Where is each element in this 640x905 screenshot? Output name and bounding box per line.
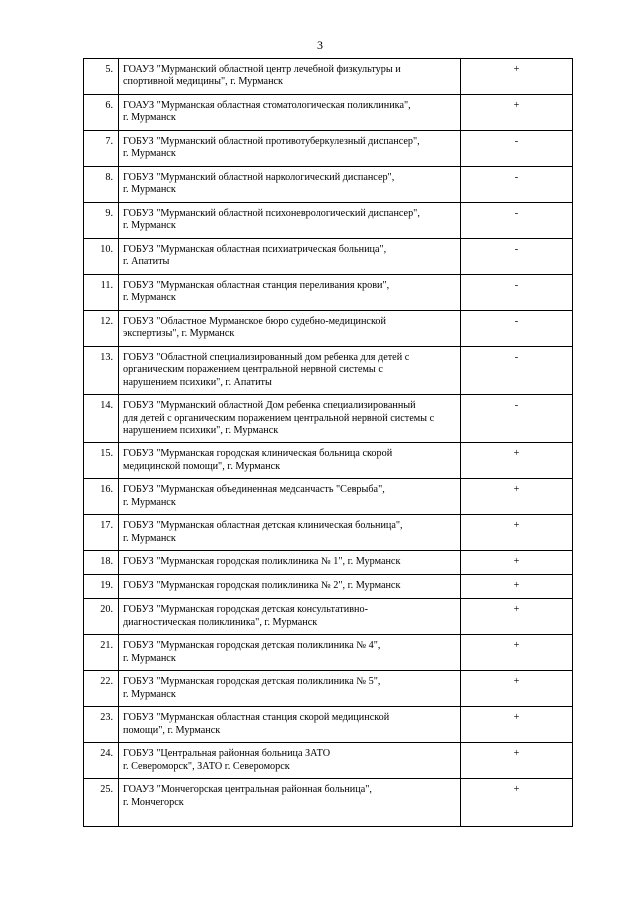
status-mark: - bbox=[461, 395, 573, 443]
status-mark: - bbox=[461, 167, 573, 203]
institution-name bbox=[119, 167, 461, 203]
row-number: 5. bbox=[84, 59, 119, 95]
row-number: 23. bbox=[84, 707, 119, 743]
table-body bbox=[84, 59, 573, 827]
institution-name-line: диагностическая поликлиника", г. Мурманск bbox=[123, 616, 318, 628]
institution-name-line: ГОБУЗ "Мурманская областная детская клиническая больница", bbox=[123, 520, 403, 532]
status-mark: - bbox=[461, 275, 573, 311]
institution-name-line: ГОБУЗ "Центральная районная больница ЗАТО bbox=[123, 748, 331, 760]
status-mark: + bbox=[461, 671, 573, 707]
row-number: 21. bbox=[84, 635, 119, 671]
institution-name-line: ГОБУЗ "Мурманский областной Дом ребенка специализированный bbox=[123, 400, 416, 412]
institution-name-line: ГОБУЗ "Мурманский областной психоневрологический диспансер", bbox=[123, 208, 420, 219]
institution-name-line: ГОБУЗ "Мурманская областная станция переливания крови", bbox=[123, 280, 390, 291]
status-mark: + bbox=[461, 479, 573, 515]
institution-name-line: г. Мончегорск bbox=[123, 796, 184, 808]
table-row bbox=[84, 59, 573, 95]
institution-name bbox=[119, 707, 461, 743]
institution-name-line: ГОБУЗ "Мурманская городская детская консультативно- bbox=[123, 604, 368, 616]
institution-name-line: ГОАУЗ "Мончегорская центральная районная больница", bbox=[123, 784, 372, 796]
institution-name-line: ГОБУЗ "Мурманская областная психиатрическая больница", bbox=[123, 244, 387, 255]
table-row bbox=[84, 95, 573, 131]
status-mark: + bbox=[461, 779, 573, 827]
row-number: 6. bbox=[84, 95, 119, 131]
institution-name-line: экспертизы", г. Мурманск bbox=[123, 328, 235, 340]
institution-name-line: помощи", г. Мурманск bbox=[123, 724, 221, 736]
institution-name bbox=[119, 635, 461, 671]
institution-name-line: ГОБУЗ "Мурманская городская детская поликлиника № 5", bbox=[123, 676, 381, 688]
institution-name bbox=[119, 671, 461, 707]
row-number: 14. bbox=[84, 395, 119, 443]
table-row bbox=[84, 479, 573, 515]
institution-name bbox=[119, 59, 461, 95]
table-row bbox=[84, 311, 573, 347]
institution-name-line: ГОБУЗ "Мурманский областной наркологический диспансер", bbox=[123, 172, 395, 183]
table-row bbox=[84, 347, 573, 395]
row-number: 13. bbox=[84, 347, 119, 395]
institution-name-line: ГОАУЗ "Мурманский областной центр лечебной физкультуры и bbox=[123, 64, 401, 75]
row-number: 22. bbox=[84, 671, 119, 707]
status-mark: + bbox=[461, 95, 573, 131]
row-number: 10. bbox=[84, 239, 119, 275]
table-row bbox=[84, 203, 573, 239]
status-mark: + bbox=[461, 551, 573, 575]
institution-name-line: г. Апатиты bbox=[123, 256, 170, 268]
institution-name-line: медицинской помощи", г. Мурманск bbox=[123, 460, 281, 472]
institution-name-line: г. Мурманск bbox=[123, 292, 176, 304]
row-number: 12. bbox=[84, 311, 119, 347]
table-row bbox=[84, 239, 573, 275]
institution-name-line: ГОБУЗ "Мурманская городская поликлиника № 2", г. Мурманск bbox=[123, 580, 401, 592]
institution-name-line: ГОБУЗ "Мурманская областная станция скорой медицинской bbox=[123, 712, 390, 724]
institution-name bbox=[119, 515, 461, 551]
institution-name-line: г. Мурманск bbox=[123, 688, 176, 700]
institution-name-line: ГОАУЗ "Мурманская областная стоматологическая поликлиника", bbox=[123, 100, 411, 111]
row-number: 20. bbox=[84, 599, 119, 635]
institution-name-line: г. Мурманск bbox=[123, 112, 176, 124]
status-mark: + bbox=[461, 515, 573, 551]
institution-name-line: спортивной медицины", г. Мурманск bbox=[123, 76, 283, 88]
institution-name-line: ГОБУЗ "Мурманская городская поликлиника № 1", г. Мурманск bbox=[123, 556, 401, 568]
institution-name-line: нарушением психики", г. Апатиты bbox=[123, 376, 272, 388]
table-row bbox=[84, 167, 573, 203]
institution-name bbox=[119, 395, 461, 443]
table-row bbox=[84, 779, 573, 827]
table-row bbox=[84, 635, 573, 671]
row-number: 24. bbox=[84, 743, 119, 779]
institution-name-line: нарушением психики", г. Мурманск bbox=[123, 425, 279, 437]
institution-name-line: ГОБУЗ "Мурманская объединенная медсанчасть "Севрыба", bbox=[123, 484, 385, 496]
institution-name-line: ГОБУЗ "Мурманская городская клиническая больница скорой bbox=[123, 448, 393, 460]
institution-name bbox=[119, 311, 461, 347]
institution-name bbox=[119, 599, 461, 635]
table-row bbox=[84, 707, 573, 743]
row-number: 18. bbox=[84, 551, 119, 575]
status-mark: + bbox=[461, 743, 573, 779]
status-mark: + bbox=[461, 59, 573, 95]
institution-name-line: г. Североморск", ЗАТО г. Североморск bbox=[123, 760, 290, 772]
row-number: 25. bbox=[84, 779, 119, 827]
page-number: 3 bbox=[317, 38, 323, 52]
institution-name bbox=[119, 239, 461, 275]
status-mark: + bbox=[461, 575, 573, 599]
status-mark: + bbox=[461, 599, 573, 635]
table-row bbox=[84, 671, 573, 707]
row-number: 16. bbox=[84, 479, 119, 515]
institution-name bbox=[119, 95, 461, 131]
table-row bbox=[84, 599, 573, 635]
row-number: 7. bbox=[84, 131, 119, 167]
row-number: 11. bbox=[84, 275, 119, 311]
institution-name bbox=[119, 275, 461, 311]
row-number: 9. bbox=[84, 203, 119, 239]
institution-name bbox=[119, 779, 461, 827]
table-row bbox=[84, 395, 573, 443]
institutions-table bbox=[83, 58, 573, 827]
institution-name bbox=[119, 203, 461, 239]
institution-name bbox=[119, 479, 461, 515]
status-mark: - bbox=[461, 203, 573, 239]
status-mark: - bbox=[461, 347, 573, 395]
institution-name-line: г. Мурманск bbox=[123, 652, 176, 664]
status-mark: + bbox=[461, 443, 573, 479]
institution-name bbox=[119, 551, 461, 575]
institution-name-line: ГОБУЗ "Областной специализированный дом ребенка для детей с bbox=[123, 352, 410, 363]
table-row bbox=[84, 275, 573, 311]
table-row bbox=[84, 443, 573, 479]
row-number: 8. bbox=[84, 167, 119, 203]
institution-name-line: г. Мурманск bbox=[123, 496, 176, 508]
institution-name-line: для детей с органическим поражением центральной нервной системы с bbox=[123, 412, 435, 424]
row-number: 17. bbox=[84, 515, 119, 551]
status-mark: - bbox=[461, 311, 573, 347]
institution-name-line: ГОБУЗ "Мурманский областной противотуберкулезный диспансер", bbox=[123, 136, 420, 147]
institution-name-line: г. Мурманск bbox=[123, 220, 176, 232]
institution-name-line: ГОБУЗ "Мурманская городская детская поликлиника № 4", bbox=[123, 640, 381, 652]
table-row bbox=[84, 515, 573, 551]
table-row bbox=[84, 743, 573, 779]
institution-name bbox=[119, 575, 461, 599]
row-number: 15. bbox=[84, 443, 119, 479]
institution-name-line: г. Мурманск bbox=[123, 148, 176, 160]
status-mark: - bbox=[461, 239, 573, 275]
institution-name-line: г. Мурманск bbox=[123, 184, 176, 196]
row-number: 19. bbox=[84, 575, 119, 599]
table-row bbox=[84, 551, 573, 575]
institution-name bbox=[119, 131, 461, 167]
status-mark: + bbox=[461, 635, 573, 671]
institution-name bbox=[119, 743, 461, 779]
institution-name-line: г. Мурманск bbox=[123, 532, 176, 544]
status-mark: + bbox=[461, 707, 573, 743]
institution-name bbox=[119, 443, 461, 479]
status-mark: - bbox=[461, 131, 573, 167]
institution-name-line: органическим поражением центральной нервной системы с bbox=[123, 364, 383, 376]
institution-name-line: ГОБУЗ "Областное Мурманское бюро судебно-медицинской bbox=[123, 316, 386, 327]
table-row bbox=[84, 575, 573, 599]
institution-name bbox=[119, 347, 461, 395]
table-row bbox=[84, 131, 573, 167]
